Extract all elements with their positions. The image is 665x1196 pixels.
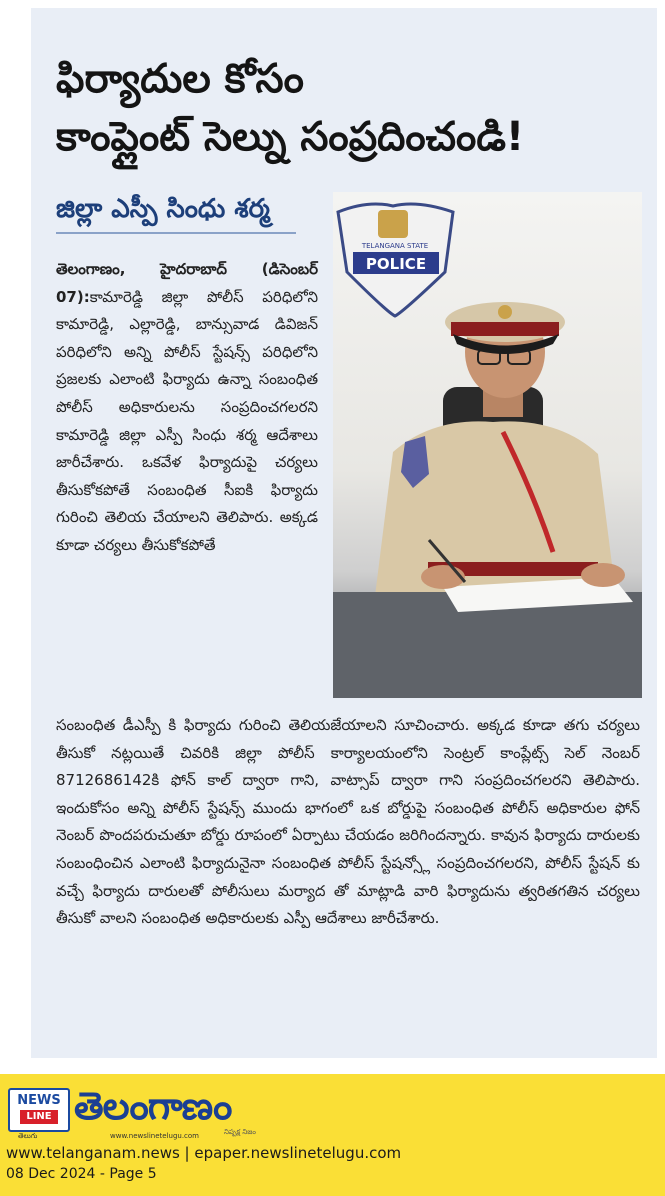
byline-rule: [56, 232, 296, 234]
police-badge-icon: [338, 204, 453, 316]
logo-sub-text: తెలుగు: [18, 1132, 38, 1140]
article-body-narrow: [56, 256, 318, 560]
article-body-wide: సంబంధిత డీఎస్పీ కి ఫిర్యాదు గురించి తెలియజేయాలని సూచించారు. అక్కడ కూడా తగు చర్యలు తీసుకో నట్లయితే చివరికి జిల్లా పోలీస్ కార్యాలయంలోని సెంట్రల్ కాంప్లేట్స్ సెల్ నెంబర్ 8712686142కి ఫోన్ కాల్ ద్వారా గాని, వాట్సాప్ ద్వారా గాని సంప్రదించగలరని తెలిపారు. ఇందుకోసం అన్ని పోలీస్ స్టేషన్స్ ముందు భాగంలో ఒక బోర్డుపై సంబంధిత పోలీస్ అధికారుల ఫోన్ నెంబర్ పొందపరుచుతూ బోర్డు రూపంలో ఏర్పాటు చేయడం జరిగిందన్నారు. కావున ఫిర్యాదు దారులకు సంబంధించిన ఎలాంటి ఫిర్యాదునైనా సంబంధిత పోలీస్ స్టేషన్స్లో సంప్రదించగలరని, పోలీస్ స్టేషన్ కు వచ్చే ఫిర్యాదు దారులతో పోలీసులు మర్యాద తో మాట్లాడి వారి ఫిర్యాదును త్వరితగతిన చర్యలు తీసుకో వాలని సంబంధిత అధికారులకు ఎస్పీ ఆదేశాలు జారీచేశారు.: [56, 716, 640, 928]
logo-line-text: LINE: [20, 1110, 58, 1124]
headline: [56, 50, 646, 166]
badge-top-text: TELANGANA STATE: [361, 242, 429, 250]
article-lead: తెలంగాణం, హైదరాబాద్ (డిసెంబర్ 07):: [56, 260, 318, 306]
officer-photo: [333, 192, 642, 698]
brand-wordmark[interactable]: తెలంగాణం: [74, 1084, 232, 1128]
footer: [0, 1074, 665, 1196]
headline-line-2: కాంప్లైంట్ సెల్ను సంప్రదించండి!: [56, 114, 525, 160]
logo-news-text: NEWS: [17, 1093, 61, 1108]
footer-date: 08 Dec 2024 - Page 5: [6, 1166, 157, 1182]
badge-police-text: POLICE: [365, 255, 427, 273]
article-body-narrow-text: కామారెడ్డి జిల్లా పోలీస్ పరిధిలోని కామారెడ్డి, ఎల్లారెడ్డి, బాన్సువాడ డివిజన్ పరిధిలోని అన్ని పోలీస్ స్టేషన్స్ పరిధిలోని ప్రజలకు ఎలాంటి ఫిర్యాదు ఉన్నా సంబంధిత పోలీస్ అధికారులను సంప్రదించగలరని కామారెడ్డి జిల్లా ఎస్పీ సింధు శర్మ ఆదేశాలు జారీచేశారు. ఒకవేళ ఫిర్యాదుపై చర్యలు తీసుకోకపోతే సంబంధిత సీఐకి ఫిర్యాదు గురించి తెలియ చేయాలని తెలిపారు. అక్కడ కూడా చర్యలు తీసుకోకపోతే: [56, 287, 318, 554]
headline-line-1: ఫిర్యాదుల కోసం: [56, 56, 304, 102]
officer-photo-illustration: [333, 192, 642, 698]
brand-tagline: నిష్పక్ష నిజం: [224, 1128, 256, 1136]
newsline-logo[interactable]: [8, 1088, 70, 1132]
brand-url[interactable]: www.newslinetelugu.com: [110, 1132, 199, 1140]
byline: జిల్లా ఎస్పీ సింధు శర్మ: [56, 194, 270, 224]
footer-links[interactable]: www.telanganam.news | epaper.newslinetelugu.com: [6, 1144, 402, 1162]
